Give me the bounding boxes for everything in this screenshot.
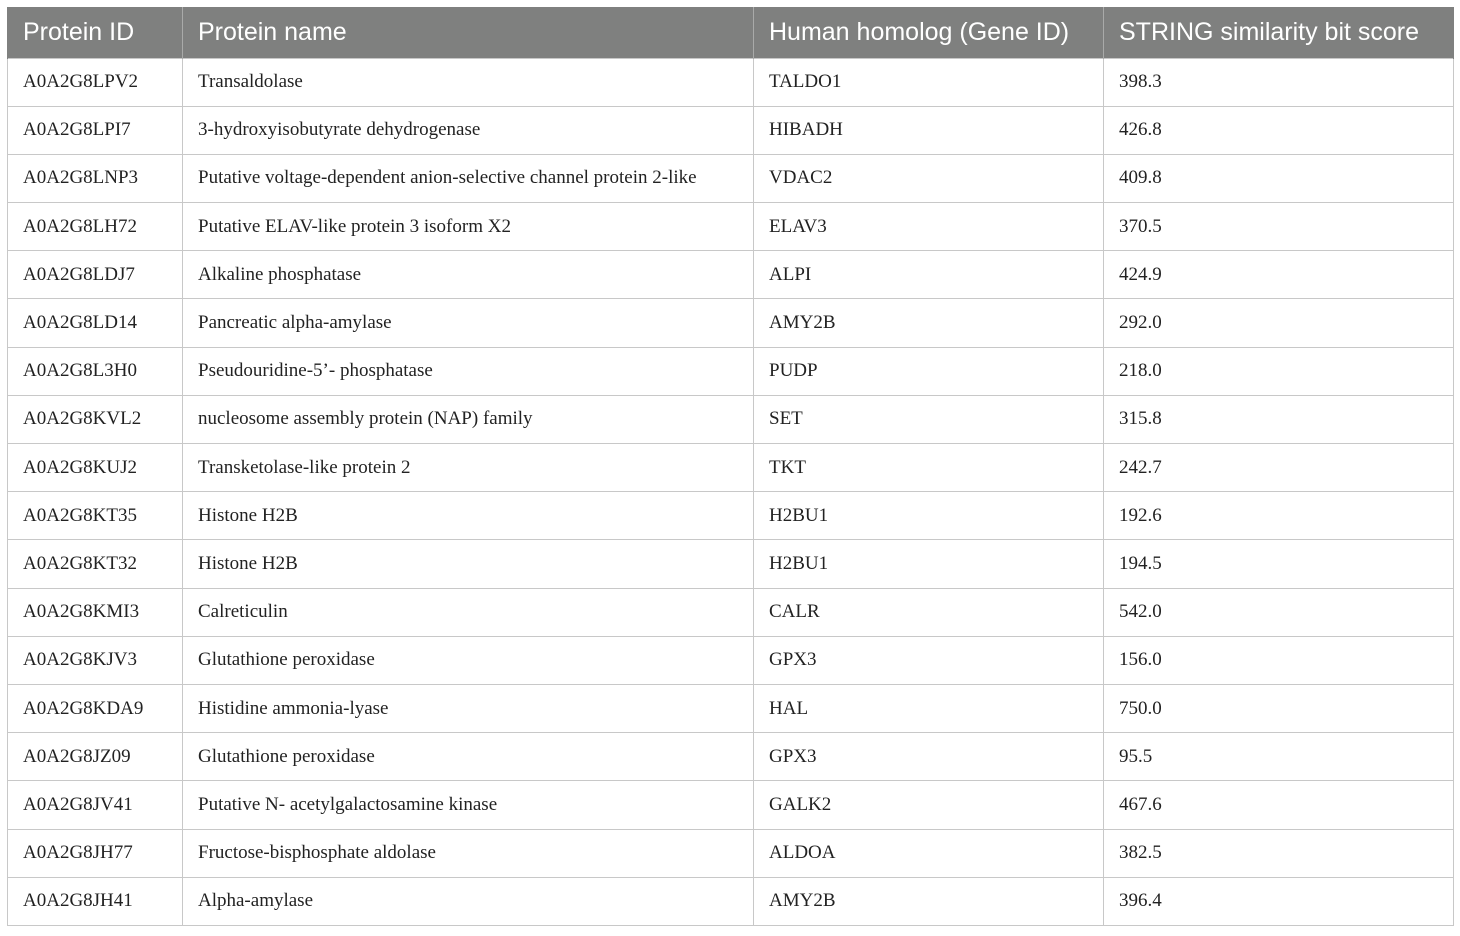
- cell-protein-name: Calreticulin: [183, 588, 754, 636]
- cell-bit-score: 292.0: [1104, 299, 1454, 347]
- cell-human-homolog: ALDOA: [754, 829, 1104, 877]
- cell-bit-score: 156.0: [1104, 636, 1454, 684]
- cell-human-homolog: AMY2B: [754, 299, 1104, 347]
- header-human-homolog: Human homolog (Gene ID): [754, 7, 1104, 58]
- cell-protein-id: A0A2G8JZ09: [8, 733, 183, 781]
- cell-bit-score: 396.4: [1104, 877, 1454, 925]
- cell-protein-name: Putative N- acetylgalactosamine kinase: [183, 781, 754, 829]
- cell-protein-name: Fructose-bisphosphate aldolase: [183, 829, 754, 877]
- cell-human-homolog: H2BU1: [754, 492, 1104, 540]
- cell-bit-score: 382.5: [1104, 829, 1454, 877]
- cell-human-homolog: H2BU1: [754, 540, 1104, 588]
- table-row: [8, 299, 1454, 347]
- cell-human-homolog: ELAV3: [754, 203, 1104, 251]
- cell-bit-score: 242.7: [1104, 444, 1454, 492]
- cell-human-homolog: PUDP: [754, 347, 1104, 395]
- protein-table-container: [7, 7, 1453, 926]
- cell-bit-score: 750.0: [1104, 684, 1454, 732]
- cell-human-homolog: GALK2: [754, 781, 1104, 829]
- cell-protein-name: Putative ELAV-like protein 3 isoform X2: [183, 203, 754, 251]
- cell-protein-id: A0A2G8LH72: [8, 203, 183, 251]
- cell-human-homolog: TALDO1: [754, 58, 1104, 106]
- cell-protein-name: Putative voltage-dependent anion-selective channel protein 2-like: [183, 154, 754, 202]
- table-row: [8, 829, 1454, 877]
- cell-bit-score: 409.8: [1104, 154, 1454, 202]
- header-string-bit-score: STRING similarity bit score: [1104, 7, 1454, 58]
- cell-human-homolog: SET: [754, 395, 1104, 443]
- table-row: [8, 492, 1454, 540]
- cell-protein-name: Alpha-amylase: [183, 877, 754, 925]
- cell-protein-name: Histidine ammonia-lyase: [183, 684, 754, 732]
- table-row: [8, 347, 1454, 395]
- cell-protein-name: Glutathione peroxidase: [183, 733, 754, 781]
- table-row: [8, 540, 1454, 588]
- cell-protein-id: A0A2G8LDJ7: [8, 251, 183, 299]
- table-row: [8, 636, 1454, 684]
- table-row: [8, 203, 1454, 251]
- cell-human-homolog: HAL: [754, 684, 1104, 732]
- cell-protein-id: A0A2G8JV41: [8, 781, 183, 829]
- cell-protein-name: Transketolase-like protein 2: [183, 444, 754, 492]
- table-row: [8, 733, 1454, 781]
- cell-human-homolog: ALPI: [754, 251, 1104, 299]
- table-row: [8, 877, 1454, 925]
- table-row: [8, 395, 1454, 443]
- table-row: [8, 251, 1454, 299]
- protein-homolog-table: [7, 7, 1454, 926]
- cell-protein-id: A0A2G8KUJ2: [8, 444, 183, 492]
- cell-protein-id: A0A2G8KDA9: [8, 684, 183, 732]
- table-row: [8, 781, 1454, 829]
- cell-protein-id: A0A2G8KVL2: [8, 395, 183, 443]
- table-row: [8, 684, 1454, 732]
- cell-protein-name: 3-hydroxyisobutyrate dehydrogenase: [183, 106, 754, 154]
- cell-bit-score: 424.9: [1104, 251, 1454, 299]
- cell-protein-id: A0A2G8JH77: [8, 829, 183, 877]
- cell-protein-id: A0A2G8LNP3: [8, 154, 183, 202]
- cell-human-homolog: HIBADH: [754, 106, 1104, 154]
- cell-protein-name: Alkaline phosphatase: [183, 251, 754, 299]
- cell-protein-id: A0A2G8LPI7: [8, 106, 183, 154]
- table-row: [8, 444, 1454, 492]
- table-header-row: [8, 7, 1454, 58]
- header-protein-id: Protein ID: [8, 7, 183, 58]
- cell-bit-score: 542.0: [1104, 588, 1454, 636]
- cell-protein-name: Histone H2B: [183, 492, 754, 540]
- table-row: [8, 588, 1454, 636]
- cell-protein-name: Histone H2B: [183, 540, 754, 588]
- cell-human-homolog: GPX3: [754, 636, 1104, 684]
- cell-human-homolog: VDAC2: [754, 154, 1104, 202]
- table-row: [8, 106, 1454, 154]
- cell-protein-id: A0A2G8KT32: [8, 540, 183, 588]
- cell-protein-name: Transaldolase: [183, 58, 754, 106]
- cell-bit-score: 315.8: [1104, 395, 1454, 443]
- cell-human-homolog: GPX3: [754, 733, 1104, 781]
- cell-bit-score: 426.8: [1104, 106, 1454, 154]
- cell-bit-score: 370.5: [1104, 203, 1454, 251]
- cell-protein-name: nucleosome assembly protein (NAP) family: [183, 395, 754, 443]
- cell-protein-id: A0A2G8LD14: [8, 299, 183, 347]
- table-row: [8, 154, 1454, 202]
- table-row: [8, 58, 1454, 106]
- cell-bit-score: 194.5: [1104, 540, 1454, 588]
- cell-bit-score: 467.6: [1104, 781, 1454, 829]
- cell-bit-score: 218.0: [1104, 347, 1454, 395]
- cell-protein-id: A0A2G8KT35: [8, 492, 183, 540]
- cell-bit-score: 192.6: [1104, 492, 1454, 540]
- cell-protein-id: A0A2G8KMI3: [8, 588, 183, 636]
- cell-protein-id: A0A2G8KJV3: [8, 636, 183, 684]
- cell-protein-name: Pseudouridine-5’- phosphatase: [183, 347, 754, 395]
- header-protein-name: Protein name: [183, 7, 754, 58]
- cell-human-homolog: TKT: [754, 444, 1104, 492]
- cell-protein-id: A0A2G8JH41: [8, 877, 183, 925]
- cell-protein-name: Glutathione peroxidase: [183, 636, 754, 684]
- cell-human-homolog: CALR: [754, 588, 1104, 636]
- cell-protein-id: A0A2G8LPV2: [8, 58, 183, 106]
- cell-protein-id: A0A2G8L3H0: [8, 347, 183, 395]
- cell-bit-score: 95.5: [1104, 733, 1454, 781]
- cell-protein-name: Pancreatic alpha-amylase: [183, 299, 754, 347]
- cell-bit-score: 398.3: [1104, 58, 1454, 106]
- table-body: [8, 58, 1454, 925]
- cell-human-homolog: AMY2B: [754, 877, 1104, 925]
